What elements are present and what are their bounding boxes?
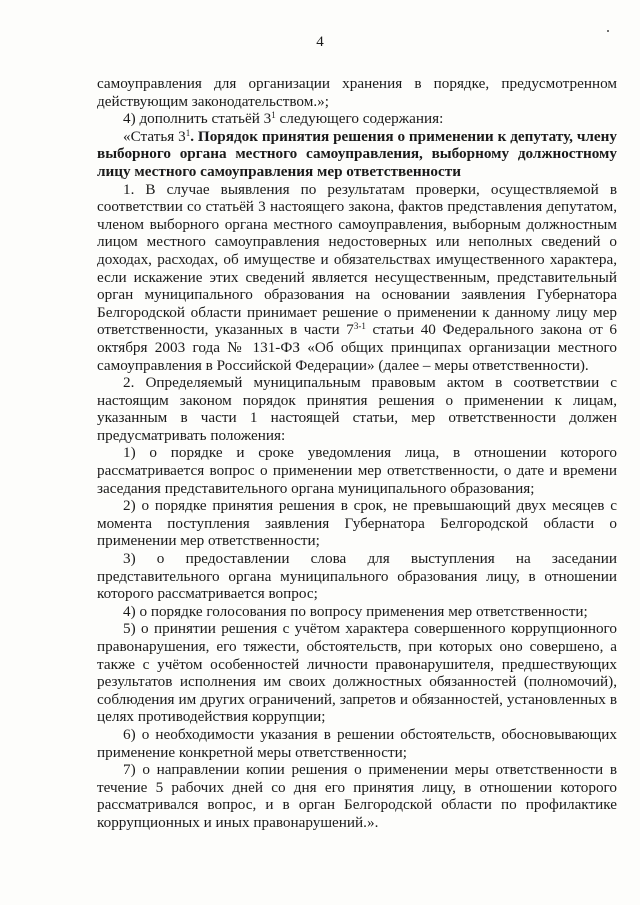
article-heading: «Статья $3^1$. Порядок принятия решения о применении к депутату, члену выборного органа местного самоуправления, выборному должностному лицу местного самоуправления мер ответственности: [97, 127, 617, 180]
list-item-3: 3) о предоставлении слова для выступления на заседании представительного органа муниципального образования лицу, в отношении которого рассматривается вопрос;: [97, 550, 617, 603]
list-item-7: 7) о направлении копии решения о применении меры ответственности в течение 5 рабочих дней со дня его принятия лицу, в отношении которого рассматривался вопрос, и в орган Белгородской области по профилактике коррупционных и иных правонарушений.».: [97, 761, 617, 831]
paragraph-1: 1. В случае выявления по результатам проверки, осуществляемой в соответствии со статьёй 3 настоящего закона, фактов представления депутатом, членом выборного органа местного самоуправления, выборным должностным лицом местного самоуправления недостоверных или неполных сведений о доходах, расходах, об имуществе и обязательствах имущественного характера, если искажение этих сведений является несущественным, представительный орган муниципального образования на основании заявления Губернатора Белгородской области принимает решение о применении к данному лицу мер ответственности, указанных в части 7$^{3-1}$ статьи 40 Федерального закона от 6 октября 2003 года № 131-ФЗ «Об общих принципах организации местного самоуправления в Российской Федерации» (далее – меры ответственности).: [97, 180, 617, 374]
page-number: 4: [316, 34, 324, 50]
paragraph-amendment-4: 4) дополнить статьёй $3^1$ следующего содержания:: [123, 110, 444, 128]
list-item-6: 6) о необходимости указания в решении обстоятельств, обосновывающих применение конкретной меры ответственности;: [97, 725, 617, 761]
list-item-5: 5) о принятии решения с учётом характера совершенного коррупционного правонарушения, его тяжести, обстоятельств, при которых оно совершено, а также с учётом особенностей личности правонарушителя, предшествующих результатов исполнения им своих должностных обязанностей (полномочий), соблюдения им других ограничений, запретов и обязанностей, установленных в целях противодействия коррупции;: [97, 620, 617, 726]
list-item-4: 4) о порядке голосования по вопросу применения мер ответственности;: [123, 602, 588, 620]
paragraph-2: 2. Определяемый муниципальным правовым актом в соответствии с настоящим законом порядок принятия решения о применении к лицам, указанным в части 1 настоящей статьи, мер ответственности должен предусматривать положения:: [97, 374, 617, 444]
list-item-1: 1) о порядке и сроке уведомления лица, в отношении которого рассматривается вопрос о применении мер ответственности, о дате и времени заседания представительного органа муниципального образования;: [97, 444, 617, 497]
list-item-2: 2) о порядке принятия решения в срок, не превышающий двух месяцев с момента поступления заявления Губернатора Белгородской области о применении мер ответственности;: [97, 497, 617, 550]
scan-speck: [607, 30, 609, 32]
document-body: [97, 75, 617, 832]
paragraph-continuation: самоуправления для организации хранения в порядке, предусмотренном действующим законодательством.»;: [97, 75, 617, 110]
